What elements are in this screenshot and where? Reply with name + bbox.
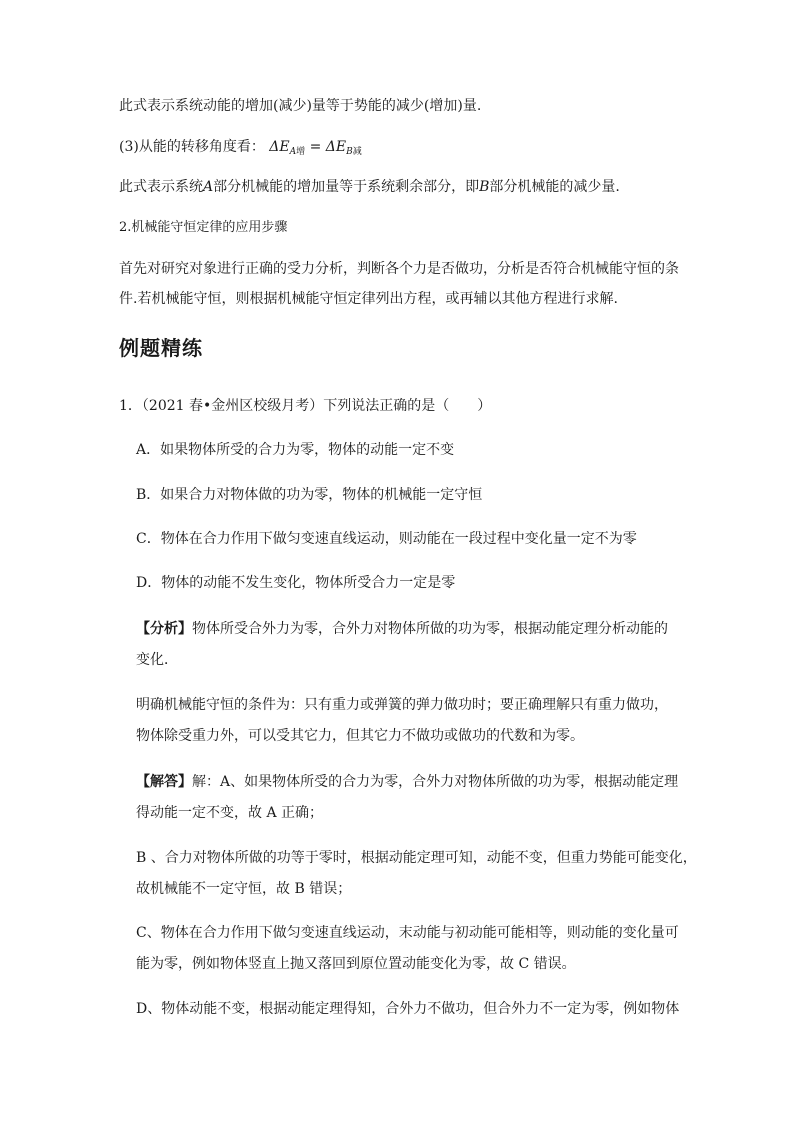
solution-line-c2: 能为零，例如物体竖直上抛又落回到原位置动能变化为零，故 C 错误。 [136, 956, 576, 972]
sub-increase: 增 [296, 147, 306, 157]
solution-line-a1 [136, 773, 678, 791]
sub-decrease: 减 [352, 147, 362, 157]
paragraph-system-parts [119, 178, 620, 196]
solution-line-b1: B 、合力对物体所做的功等于零时，根据动能定理可知，动能不变，但重力势能可能变化， [136, 850, 697, 866]
equals-sign: = [309, 139, 322, 155]
solution-line-b2: 故机械能不一定守恒，故 B 错误； [136, 881, 352, 897]
section-title-steps: 2.机械能守恒定律的应用步骤 [119, 220, 288, 235]
solution-text: 解：A、如果物体所受的合力为零，合外力对物体所做的功为零，根据动能定理 [192, 774, 679, 790]
text-segment: 部分机械能的减少量. [489, 179, 620, 195]
paragraph-steps-line1: 首先对研究对象进行正确的受力分析，判断各个力是否做功，分析是否符合机械能守恒的条 [119, 261, 679, 277]
analysis-line1 [136, 620, 668, 638]
solution-line-d1: D、物体动能不变，根据动能定理得知，合外力不做功，但合外力不一定为零，例如物体 [136, 1001, 680, 1017]
part-b: B [479, 179, 490, 195]
transfer-prefix: (3)从能的转移角度看： [119, 139, 265, 155]
analysis-label: 【分析】 [136, 621, 192, 637]
analysis-line3: 明确机械能守恒的条件为：只有重力或弹簧的弹力做功时；要正确理解只有重力做功， [136, 697, 668, 713]
heading-examples: 例题精练 [119, 336, 203, 360]
solution-line-c1: C、物体在合力作用下做匀变速直线运动，末动能与初动能可能相等，则动能的变化量可 [136, 925, 679, 941]
solution-line-a2: 得动能一定不变，故 A 正确； [136, 805, 324, 821]
var-b: B [346, 147, 353, 157]
text-segment: 部分机械能的增加量等于系统剩余部分，即 [213, 179, 480, 195]
paragraph-steps-line2: 件.若机械能守恒，则根据机械能守恒定律列出方程，或再辅以其他方程进行求解. [119, 291, 618, 307]
analysis-line4: 物体除受重力外，可以受其它力，但其它力不做功或做功的代数和为零。 [136, 728, 584, 744]
option-b: B．如果合力对物体做的功为零，物体的机械能一定守恒 [136, 487, 483, 503]
paragraph-energy-transfer [119, 138, 362, 161]
analysis-line2: 变化． [136, 652, 178, 668]
delta-e-b: ΔE [325, 139, 347, 155]
question-stem: 1．（2021 春•金州区校级月考）下列说法正确的是（ ） [119, 398, 492, 414]
solution-label: 【解答】 [136, 774, 192, 790]
part-a: A [203, 179, 214, 195]
option-a: A．如果物体所受的合力为零，物体的动能一定不变 [136, 442, 455, 458]
option-d: D．物体的动能不发生变化，物体所受合力一定是零 [136, 575, 456, 591]
text-segment: 此式表示系统 [119, 179, 203, 195]
paragraph-energy-conversion: 此式表示系统动能的增加(减少)量等于势能的减少(增加)量. [119, 98, 482, 114]
analysis-text: 物体所受合外力为零，合外力对物体所做的功为零，根据动能定理分析动能的 [192, 621, 668, 637]
delta-e-a: ΔE [269, 139, 290, 155]
option-c: C．物体在合力作用下做匀变速直线运动，则动能在一段过程中变化量一定不为零 [136, 531, 637, 547]
var-a: A [289, 147, 297, 157]
